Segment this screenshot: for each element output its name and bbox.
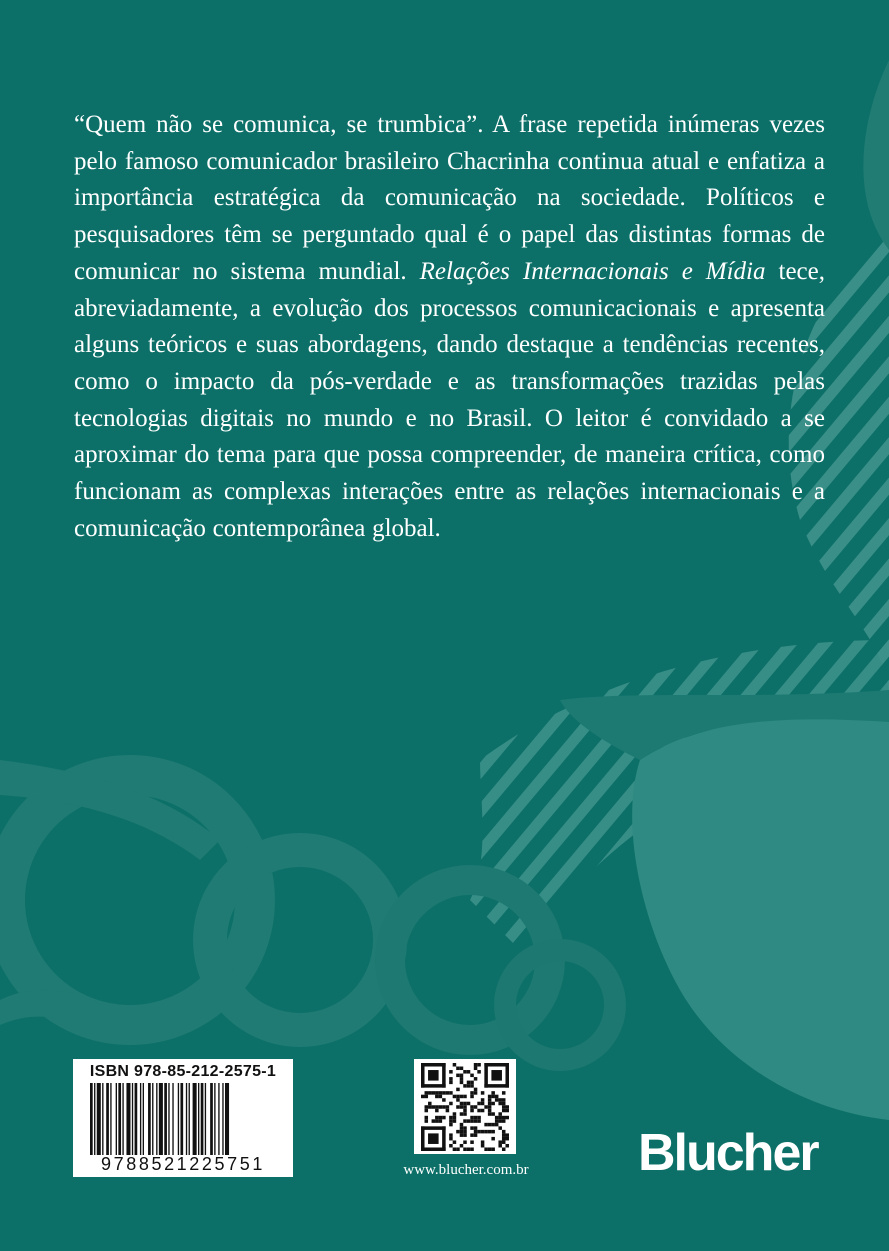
- blurb-text-part1: “Quem não se comunica, se trumbica”. A frase repetida inúmeras vezes pelo famoso comunicador brasileiro Chacrinha continua atual e enfatiza a importância estratégica da comunicação na sociedade. Políticos e pesquisadores têm se perguntado qual é o papel das distintas formas de comunicar no sistema mundial.: [74, 111, 825, 285]
- ean-digits: 9788521225751: [101, 1154, 265, 1174]
- back-cover-blurb: [74, 107, 825, 547]
- isbn-label: ISBN 978-85-212-2575-1: [89, 1063, 277, 1080]
- barcode-bars: [90, 1083, 276, 1155]
- publisher-logo: Blucher: [638, 1124, 818, 1182]
- qr-code-icon: [421, 1063, 509, 1151]
- publisher-website: www.blucher.com.br: [403, 1162, 529, 1178]
- blurb-paragraph: [74, 107, 825, 547]
- book-title: Relações Internacionais e Mídia: [419, 257, 766, 285]
- isbn-barcode: [73, 1059, 293, 1177]
- qr-code: [414, 1059, 516, 1154]
- blurb-text-part2: tece, abreviadamente, a evolução dos processos comunicacionais e apresenta alguns teóricos e suas abordagens, dando destaque a tendências recentes, como o impacto da pós-verdade e as transformações trazidas pelas tecnologias digitais no mundo e no Brasil. O leitor é convidado a se aproximar do tema para que possa compreender, de maneira crítica, como funcionam as complexas interações entre as relações internacionais e a comunicação contemporânea global.: [74, 257, 825, 542]
